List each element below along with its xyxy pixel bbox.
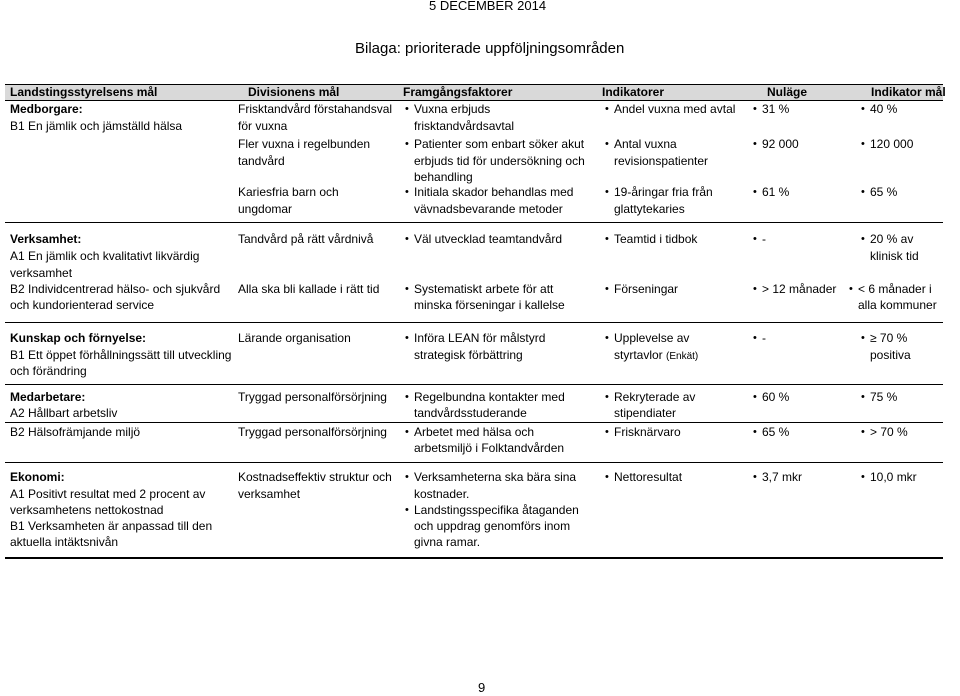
success-factor-line: tandvårdsstuderande <box>414 406 527 420</box>
division-goal: Tryggad personalförsörjning <box>238 390 387 404</box>
goal-text-line: verksamhet <box>10 266 73 280</box>
success-factor-item: • Initiala skador behandlas med <box>414 184 573 201</box>
success-factor-line: behandling <box>414 170 473 184</box>
indicator-item: • 19-åringar fria från <box>614 184 713 201</box>
indicator-item: • Teamtid i tidbok <box>614 231 697 248</box>
division-goal-line: tandvård <box>238 154 285 168</box>
section-heading: Medarbetare: <box>10 390 86 404</box>
division-goal: Tandvård på rätt vårdnivå <box>238 232 374 246</box>
division-goal-line: Fler vuxna i regelbunden <box>238 137 371 151</box>
target-value: • 40 % <box>870 101 897 118</box>
target-value: • < 6 månader i <box>858 281 932 298</box>
goal-text-line: aktuella intäktsnivån <box>10 535 119 549</box>
page-title: Bilaga: prioriterade uppföljningsområden <box>355 40 625 57</box>
success-factor-item: • Regelbundna kontakter med <box>414 389 565 406</box>
division-goal-line: Frisktandvård förstahandsval <box>238 102 393 116</box>
target-value-line: alla kommuner <box>858 298 937 312</box>
indicator-item: • Rekryterade av <box>614 389 695 406</box>
indicator-note: (Enkät) <box>666 351 699 362</box>
success-factor-item: • Landstingsspecifika åtaganden <box>414 502 579 519</box>
indicator-item: • Nettoresultat <box>614 469 682 486</box>
success-factor-line: minska förseningar i kallelse <box>414 298 565 312</box>
indicator-line: glattytekaries <box>614 202 685 216</box>
success-factor-item: • Patienter som enbart söker akut <box>414 136 584 153</box>
goal-text-line: B2 Individcentrerad hälso- och sjukvård <box>10 282 221 296</box>
goal-text: B1 En jämlik och jämställd hälsa <box>10 119 183 133</box>
division-goal: Alla ska bli kallade i rätt tid <box>238 282 380 296</box>
target-value: • 10,0 mkr <box>870 469 917 486</box>
current-value: • - <box>762 231 766 248</box>
section-heading: Kunskap och förnyelse: <box>10 331 147 345</box>
current-value: • 92 000 <box>762 136 799 153</box>
target-value: • 20 % av <box>870 231 913 248</box>
success-factor-line: kostnader. <box>414 487 470 501</box>
division-goal-line: för vuxna <box>238 119 288 133</box>
indicator-line <box>614 347 698 365</box>
column-header-current: Nuläge <box>767 85 808 99</box>
indicator-line: revisionspatienter <box>614 154 709 168</box>
table-bottom-rule <box>5 557 943 559</box>
goal-text-line: verksamhetens nettokostnad <box>10 503 164 517</box>
indicator-line: stipendiater <box>614 406 677 420</box>
goal-text-line: B1 Ett öppet förhållningssätt till utveckling <box>10 348 232 362</box>
row-divider <box>5 422 943 423</box>
goal-text-line: och förändring <box>10 364 87 378</box>
success-factor-item: • Väl utvecklad teamtandvård <box>414 231 562 248</box>
current-value: • 65 % <box>762 424 789 441</box>
indicator-item: • Frisknärvaro <box>614 424 681 441</box>
current-value: • 3,7 mkr <box>762 469 802 486</box>
current-value: • 60 % <box>762 389 789 406</box>
column-header-division: Divisionens mål <box>248 85 340 99</box>
indicator-item: • Förseningar <box>614 281 678 298</box>
success-factor-item: • Systematiskt arbete för att <box>414 281 553 298</box>
goal-text-line: A1 Positivt resultat med 2 procent av <box>10 487 206 501</box>
indicator-item: • Andel vuxna med avtal <box>614 101 735 118</box>
indicator-item: • Antal vuxna <box>614 136 677 153</box>
target-value: • 75 % <box>870 389 897 406</box>
goal-text-line: och kundorienterad service <box>10 298 155 312</box>
target-value: • ≥ 70 % <box>870 330 907 347</box>
goal-text-line: B1 Verksamheten är anpassad till den <box>10 519 213 533</box>
target-value-line: klinisk tid <box>870 249 919 263</box>
success-factor-item: • Införa LEAN för målstyrd <box>414 330 545 347</box>
division-goal-line: Kariesfria barn och <box>238 185 339 199</box>
current-value: • 31 % <box>762 101 789 118</box>
division-goal-line: ungdomar <box>238 202 293 216</box>
target-value: • 120 000 <box>870 136 913 153</box>
division-goal-line: verksamhet <box>238 487 301 501</box>
column-header-landsting: Landstingsstyrelsens mål <box>10 85 158 99</box>
division-goal-line: Kostnadseffektiv struktur och <box>238 470 392 484</box>
current-value: • 61 % <box>762 184 789 201</box>
success-factor-line: frisktandvårdsavtal <box>414 119 515 133</box>
division-goal: Lärande organisation <box>238 331 351 345</box>
target-value-line: positiva <box>870 348 911 362</box>
success-factor-line: erbjuds tid för undersökning och <box>414 154 585 168</box>
success-factor-line: vävnadsbevarande metoder <box>414 202 563 216</box>
section-divider <box>5 462 943 463</box>
success-factor-item: • Verksamheterna ska bära sina <box>414 469 576 486</box>
document-date: 5 DECEMBER 2014 <box>429 0 547 13</box>
success-factor-item: • Vuxna erbjuds <box>414 101 490 118</box>
success-factor-line: arbetsmiljö i Folktandvården <box>414 441 565 455</box>
target-value: • > 70 % <box>870 424 908 441</box>
goal-text: B2 Hälsofrämjande miljö <box>10 425 141 439</box>
target-value: • 65 % <box>870 184 897 201</box>
success-factor-item: • Arbetet med hälsa och <box>414 424 534 441</box>
column-header-factors: Framgångsfaktorer <box>403 85 513 99</box>
section-heading: Verksamhet: <box>10 232 82 246</box>
column-header-target: Indikator mål <box>871 85 946 99</box>
success-factor-line: givna ramar. <box>414 535 481 549</box>
goal-text: A2 Hållbart arbetsliv <box>10 406 118 420</box>
current-value: • > 12 månader <box>762 281 836 298</box>
page-number: 9 <box>478 680 486 695</box>
current-value: • - <box>762 330 766 347</box>
success-factor-line: och uppdrag genomförs inom <box>414 519 571 533</box>
section-heading: Medborgare: <box>10 102 83 116</box>
section-divider <box>5 322 943 323</box>
indicator-item: • Upplevelse av <box>614 330 689 347</box>
division-goal: Tryggad personalförsörjning <box>238 425 387 439</box>
section-heading: Ekonomi: <box>10 470 65 484</box>
section-divider <box>5 384 943 385</box>
success-factor-line: strategisk förbättring <box>414 348 523 362</box>
indicator-text: styrtavlor <box>614 348 663 362</box>
column-header-indicators: Indikatorer <box>602 85 665 99</box>
goal-text-line: A1 En jämlik och kvalitativt likvärdig <box>10 249 200 263</box>
section-divider <box>5 222 943 223</box>
